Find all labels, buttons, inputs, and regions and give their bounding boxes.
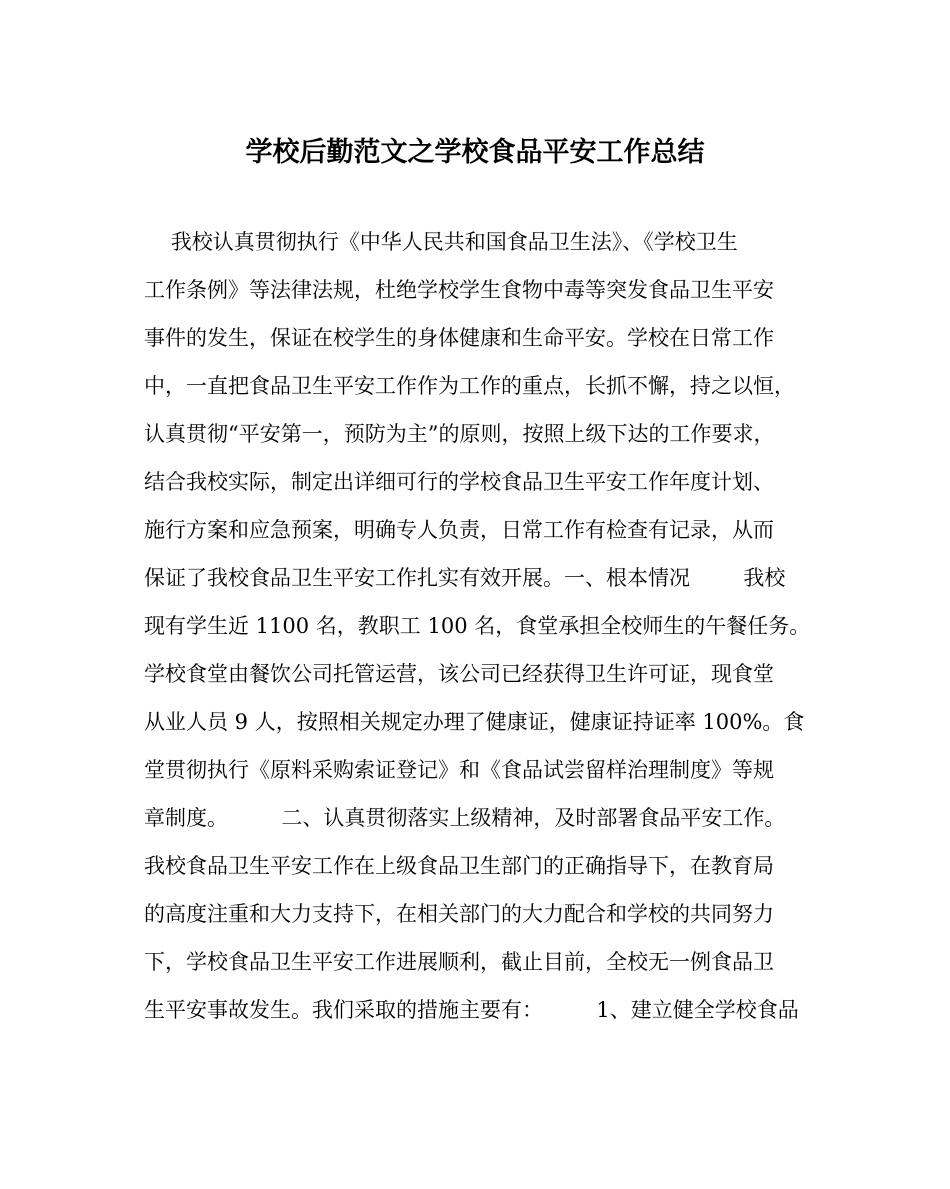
body-line: 施行方案和应急预案，明确专人负责，日常工作有检查有记录，从而	[144, 518, 774, 542]
body-line: 结合我校实际，制定出详细可行的学校食品卫生平安工作年度计划、	[144, 470, 774, 494]
body-line: 工作条例》等法律法规，杜绝学校学生食物中毒等突发食品卫生平安	[144, 278, 774, 302]
body-line: 认真贯彻“平安第一，预防为主”的原则，按照上级下达的工作要求，	[144, 422, 775, 446]
body-line: 章制度。 二、认真贯彻落实上级精神，及时部署食品平安工作。	[144, 806, 786, 830]
body-line: 下，学校食品卫生平安工作进展顺利，截止目前，全校无一例食品卫	[144, 950, 774, 974]
body-line: 中，一直把食品卫生平安工作作为工作的重点，长抓不懈，持之以恒，	[144, 374, 795, 398]
body-line: 现有学生近 1100 名，教职工 100 名，食堂承担全校师生的午餐任务。	[144, 614, 811, 638]
body-line: 从业人员 9 人，按照相关规定办理了健康证，健康证持证率 100%。食	[144, 710, 805, 734]
body-line: 学校食堂由餐饮公司托管运营，该公司已经获得卫生许可证，现食堂	[144, 662, 774, 686]
body-line: 事件的发生，保证在校学生的身体健康和生命平安。学校在日常工作	[144, 326, 774, 350]
document-title: 学校后勤范文之学校食品平安工作总结	[245, 137, 705, 168]
body-line: 我校食品卫生平安工作在上级食品卫生部门的正确指导下，在教育局	[144, 854, 774, 878]
body-line: 保证了我校食品卫生平安工作扎实有效开展。一、根本情况 我校	[144, 566, 786, 590]
body-line: 堂贯彻执行《原料采购索证登记》和《食品试尝留样治理制度》等规	[144, 758, 774, 782]
document-body	[144, 218, 824, 1034]
body-line: 生平安事故发生。我们采取的措施主要有： 1、建立健全学校食品	[144, 998, 799, 1022]
body-line: 我校认真贯彻执行《中华人民共和国食品卫生法》、《学校卫生	[144, 230, 738, 254]
body-line: 的高度注重和大力支持下，在相关部门的大力配合和学校的共同努力	[144, 902, 774, 926]
